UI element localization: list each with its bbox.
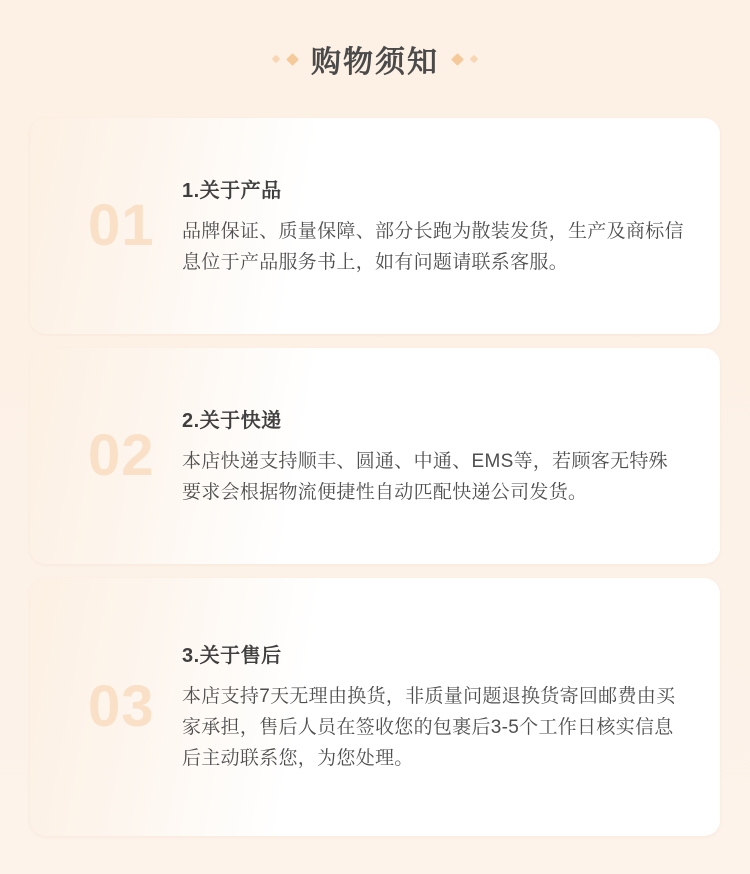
card-number: 03: [88, 674, 155, 739]
diamond-icon: [470, 55, 478, 63]
card-title: 3.关于售后: [182, 645, 282, 668]
diamond-icon: [451, 53, 464, 66]
notice-card-list: [0, 118, 750, 836]
notice-card-shipping: [30, 348, 720, 564]
page-title: 购物须知: [311, 46, 439, 79]
page-header: [0, 0, 750, 118]
ornament-left: [273, 55, 297, 64]
card-body: 品牌保证、质量保障、部分长跑为散装发货，生产及商标信息位于产品服务书上，如有问题请联系客服。: [182, 220, 684, 273]
ornament-right: [453, 55, 477, 64]
card-number: 02: [88, 423, 155, 488]
card-title: 1.关于产品: [182, 179, 282, 202]
card-number: 01: [88, 193, 155, 258]
diamond-icon: [272, 55, 280, 63]
card-body: 本店快递支持顺丰、圆通、中通、EMS等，若顾客无特殊要求会根据物流便捷性自动匹配快递公司发货。: [182, 450, 668, 503]
notice-card-aftersales: [30, 578, 720, 836]
card-body: 本店支持7天无理由换货，非质量问题退换货寄回邮费由买家承担，售后人员在签收您的包裹后3-5个工作日核实信息后主动联系您，为您处理。: [182, 686, 676, 769]
diamond-icon: [286, 53, 299, 66]
card-title: 2.关于快递: [182, 409, 282, 432]
notice-card-product: [30, 118, 720, 334]
